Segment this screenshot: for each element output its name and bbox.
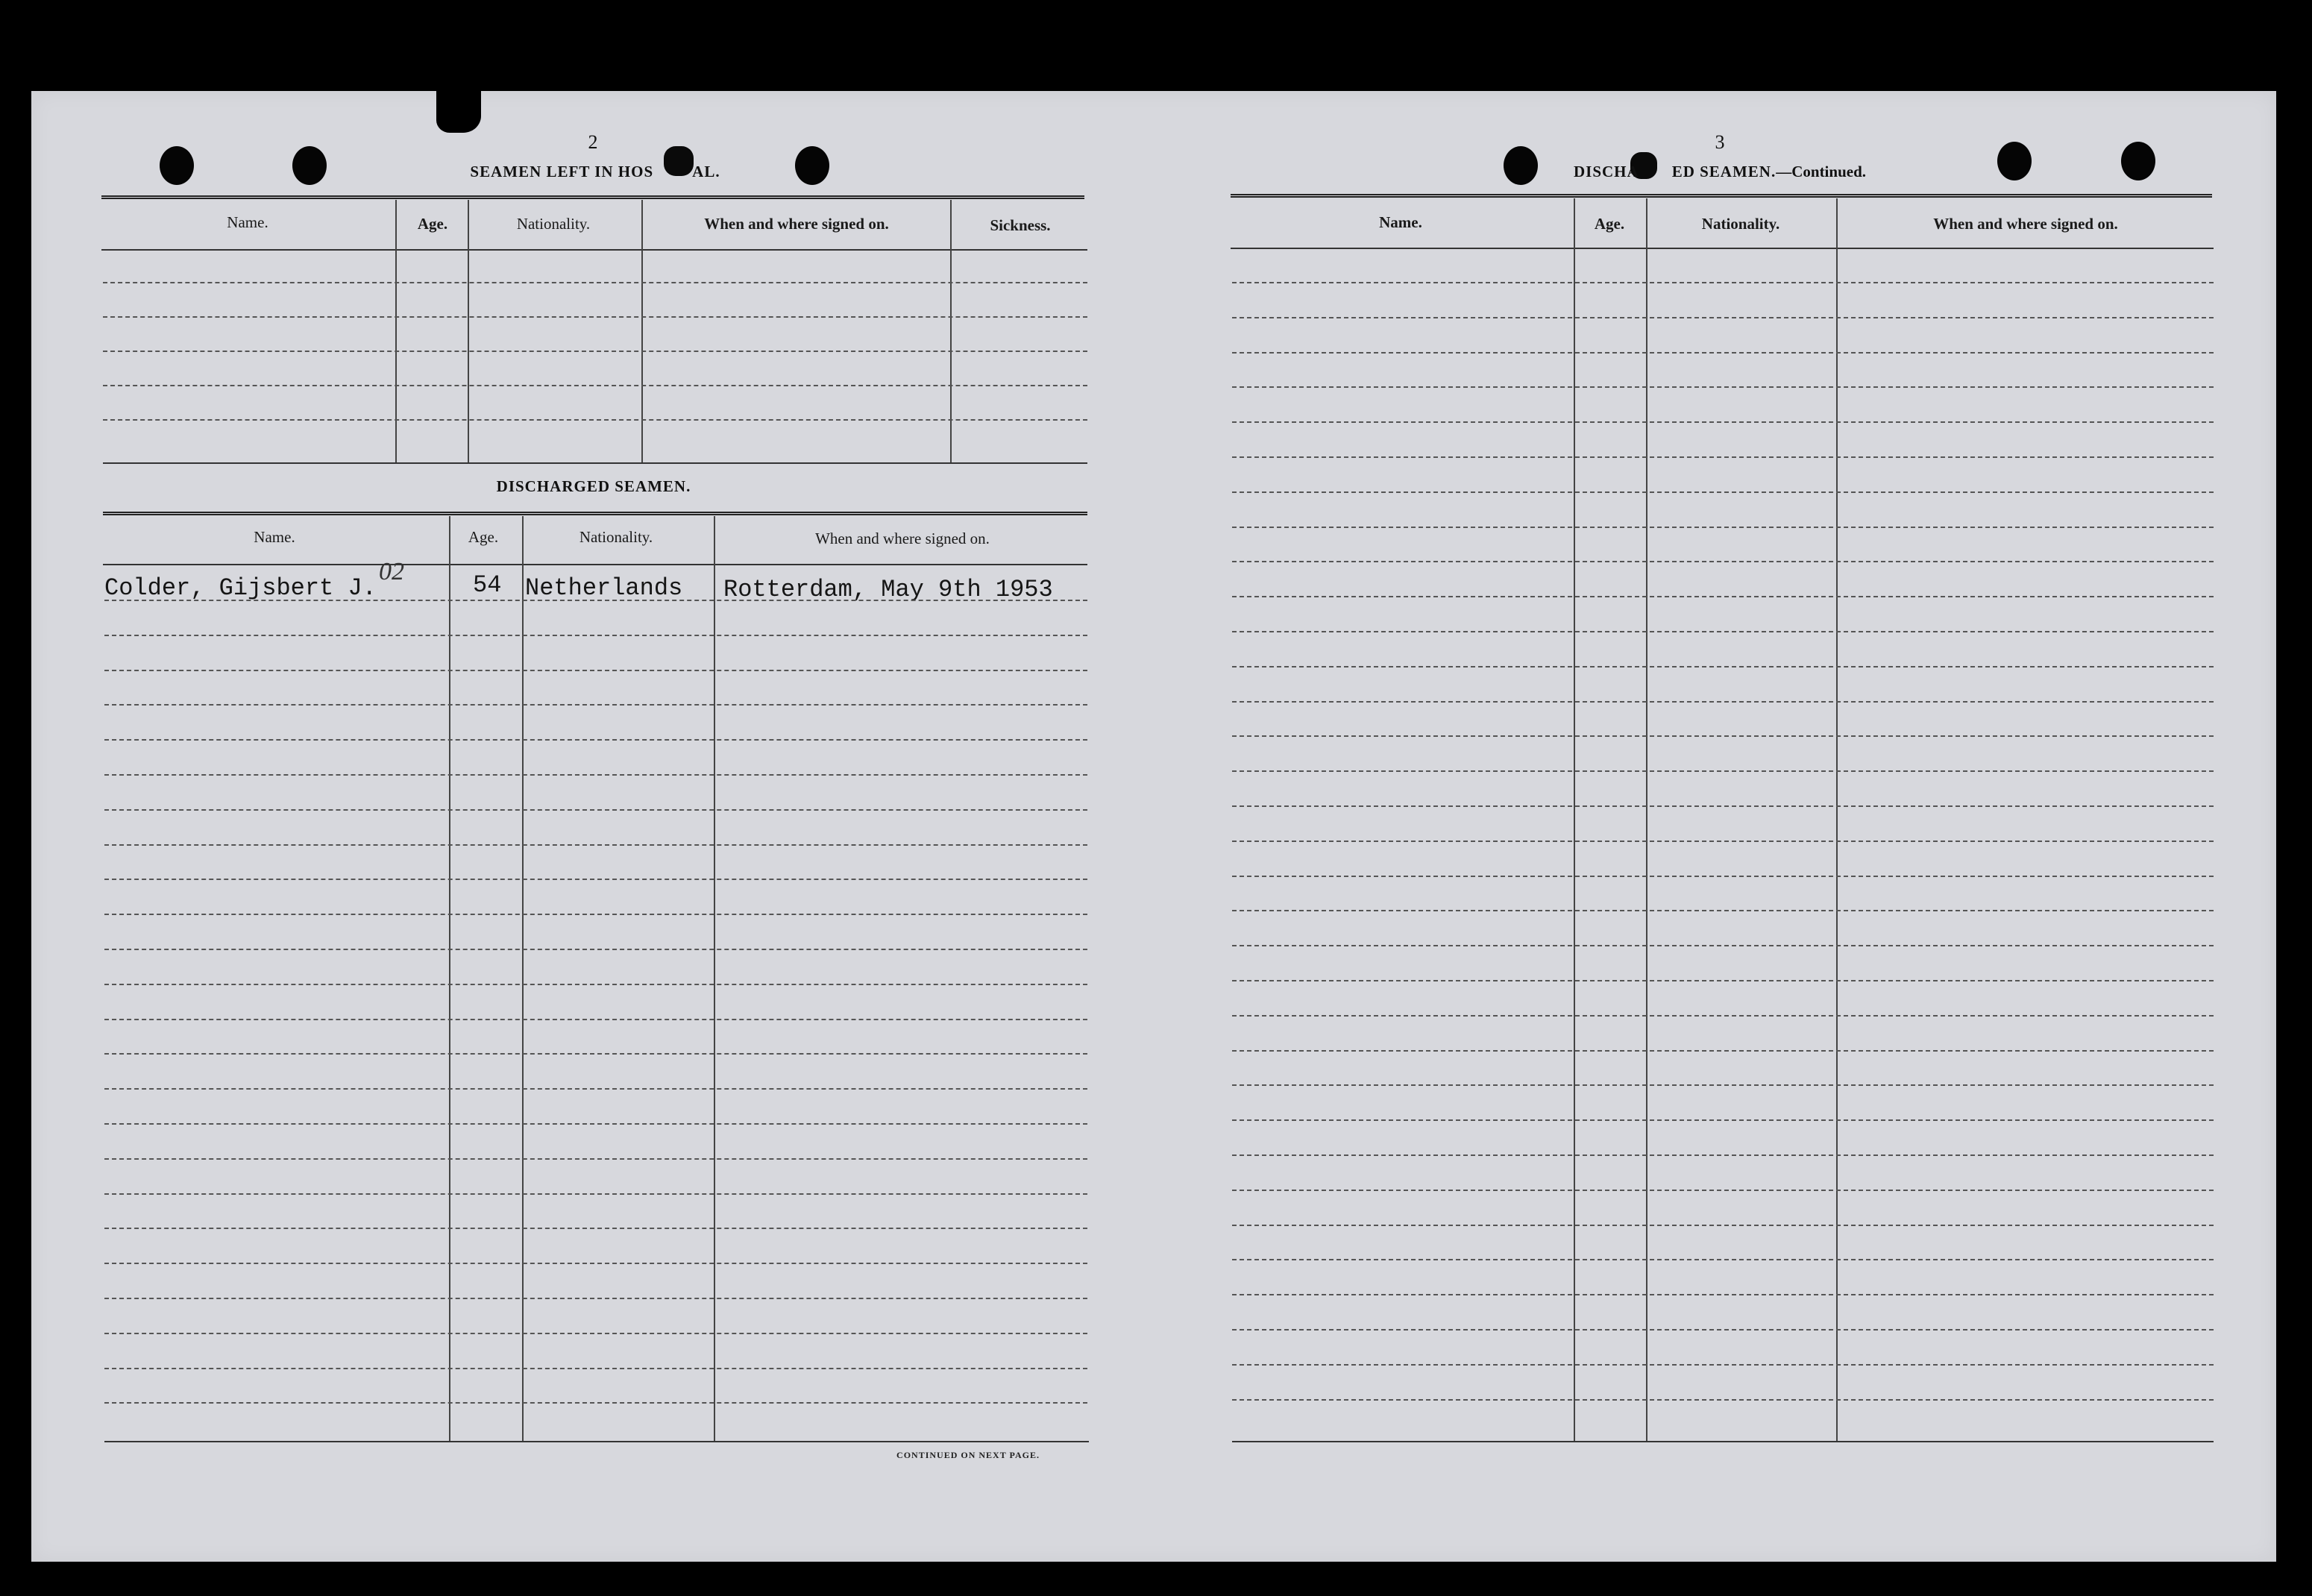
punch-hole xyxy=(292,146,327,185)
ruled-line xyxy=(1232,1225,2214,1226)
column-divider xyxy=(468,200,469,462)
punch-hole xyxy=(1997,142,2032,180)
ruled-line xyxy=(1232,561,2214,562)
ruled-line xyxy=(104,1019,1087,1020)
seaman-nationality: Netherlands xyxy=(525,574,683,602)
column-header-nationality: Nationality. xyxy=(1701,215,1780,233)
ruled-line xyxy=(1232,1259,2214,1260)
column-header-age: Age. xyxy=(468,528,499,546)
ruled-line xyxy=(1232,1154,2214,1156)
ruled-line xyxy=(1232,666,2214,667)
ruled-line xyxy=(104,1333,1087,1334)
ruled-line xyxy=(104,1193,1087,1195)
column-header-name: Name. xyxy=(254,528,295,546)
ruled-line xyxy=(103,385,1087,386)
ruled-line xyxy=(104,1298,1087,1299)
hospital-section-title: SEAMEN LEFT IN HOS AL. xyxy=(470,163,720,180)
ruled-line xyxy=(1232,735,2214,737)
ruled-line xyxy=(1232,841,2214,842)
ruled-line xyxy=(104,1368,1087,1369)
ruled-line xyxy=(1232,317,2214,318)
column-divider xyxy=(1836,198,1838,1441)
ruled-line xyxy=(104,984,1087,985)
ruled-line xyxy=(1232,1050,2214,1052)
ruled-line xyxy=(1232,1294,2214,1295)
seaman-signed-on: Rotterdam, May 9th 1953 xyxy=(723,576,1053,603)
ruled-line xyxy=(1232,527,2214,528)
ruled-line xyxy=(104,1053,1087,1055)
ruled-line xyxy=(1232,421,2214,423)
ruled-line xyxy=(1232,631,2214,632)
ruled-line xyxy=(1232,352,2214,354)
column-header-name: Name. xyxy=(1379,213,1422,231)
ruled-line xyxy=(1232,1015,2214,1017)
torn-edge xyxy=(436,91,481,133)
table-rule xyxy=(103,564,1087,565)
ruled-line xyxy=(104,1263,1087,1264)
ruled-line xyxy=(1232,876,2214,877)
column-header-signed-on: When and where signed on. xyxy=(704,215,889,233)
discharged-continued-title: DISCHA ED SEAMEN.—Continued. xyxy=(1574,163,1866,180)
ruled-line xyxy=(104,809,1087,811)
discharged-section-title: DISCHARGED SEAMEN. xyxy=(496,477,691,495)
table-rule xyxy=(101,249,1087,251)
column-divider xyxy=(641,200,643,462)
column-divider xyxy=(1646,198,1647,1441)
column-divider xyxy=(950,200,952,462)
page-number-left: 2 xyxy=(588,131,598,153)
seaman-age: 54 xyxy=(473,571,502,599)
ruled-line xyxy=(103,351,1087,352)
ruled-line xyxy=(104,844,1087,846)
column-divider xyxy=(449,516,450,1441)
column-header-sickness: Sickness. xyxy=(990,216,1051,234)
column-header-nationality: Nationality. xyxy=(579,528,653,546)
column-header-signed-on: When and where signed on. xyxy=(815,530,990,547)
ruled-line xyxy=(104,600,1087,601)
column-divider xyxy=(395,200,397,462)
column-header-age: Age. xyxy=(1594,215,1625,233)
continued-note: CONTINUED ON NEXT PAGE. xyxy=(896,1450,1040,1460)
column-header-name: Name. xyxy=(227,213,268,231)
ruled-line xyxy=(104,1123,1087,1125)
ruled-line xyxy=(104,774,1087,776)
ruled-line xyxy=(1232,1399,2214,1401)
table-rule xyxy=(1231,248,2214,249)
ruled-line xyxy=(1232,1084,2214,1086)
column-divider xyxy=(714,516,715,1441)
ruled-line xyxy=(1232,282,2214,283)
ruled-line xyxy=(1232,1190,2214,1191)
ruled-line xyxy=(104,704,1087,706)
ruled-line xyxy=(1232,701,2214,703)
punch-hole xyxy=(160,146,194,185)
ruled-line xyxy=(1232,1119,2214,1121)
ruled-line xyxy=(103,419,1087,421)
header-rule xyxy=(1231,194,2212,198)
ruled-line xyxy=(103,316,1087,318)
table-rule xyxy=(1232,1441,2214,1442)
ruled-line xyxy=(1232,1364,2214,1366)
ruled-line xyxy=(104,1088,1087,1090)
document-sheet xyxy=(31,91,2276,1562)
header-rule xyxy=(101,195,1084,199)
column-header-age: Age. xyxy=(417,215,448,233)
ruled-line xyxy=(1232,805,2214,807)
column-header-signed-on: When and where signed on. xyxy=(1933,215,2118,233)
ruled-line xyxy=(1232,910,2214,911)
ruled-line xyxy=(104,914,1087,915)
punch-hole xyxy=(795,146,829,185)
punch-hole xyxy=(1504,146,1538,185)
table-rule xyxy=(103,462,1087,464)
column-header-nationality: Nationality. xyxy=(516,215,591,233)
ruled-line xyxy=(104,1158,1087,1160)
ruled-line xyxy=(103,282,1087,283)
ruled-line xyxy=(104,1228,1087,1229)
handwritten-annotation: 02 xyxy=(379,558,404,585)
ruled-line xyxy=(1232,770,2214,772)
seaman-name: Colder, Gijsbert J. xyxy=(104,574,377,602)
ruled-line xyxy=(1232,945,2214,946)
page-number-right: 3 xyxy=(1715,131,1725,153)
table-rule xyxy=(104,1441,1089,1442)
column-divider xyxy=(522,516,524,1441)
ruled-line xyxy=(104,1402,1087,1404)
column-divider xyxy=(1574,198,1575,1441)
ruled-line xyxy=(1232,386,2214,388)
ruled-line xyxy=(1232,491,2214,493)
header-rule xyxy=(103,512,1087,515)
ruled-line xyxy=(104,635,1087,636)
ruled-line xyxy=(104,670,1087,671)
ruled-line xyxy=(1232,596,2214,597)
ruled-line xyxy=(104,739,1087,741)
ruled-line xyxy=(1232,1329,2214,1330)
ruled-line xyxy=(1232,980,2214,981)
ruled-line xyxy=(1232,456,2214,458)
ruled-line xyxy=(104,949,1087,950)
punch-hole xyxy=(2121,142,2155,180)
ruled-line xyxy=(104,879,1087,880)
